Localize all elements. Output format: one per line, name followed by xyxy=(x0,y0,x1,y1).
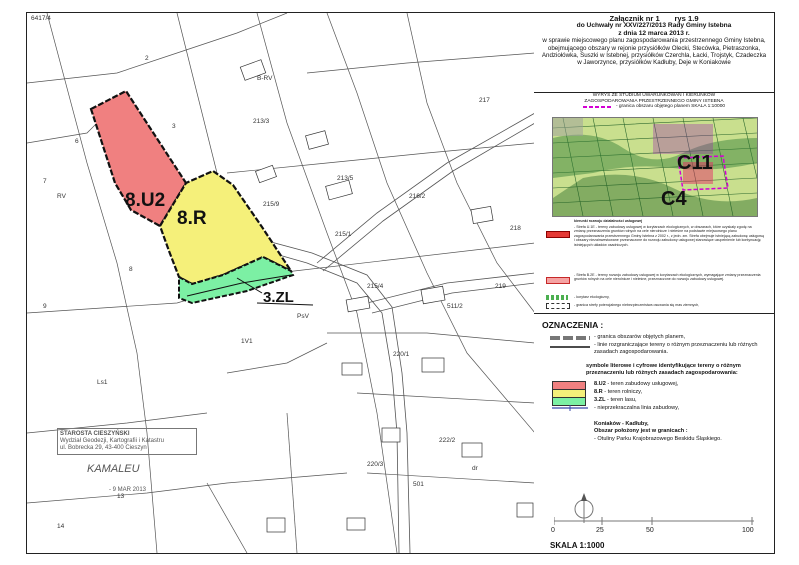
plot-label: 511/2 xyxy=(447,303,463,310)
zone-text: - teren lasu, xyxy=(605,397,637,403)
legend-panel xyxy=(534,12,775,554)
stamp-signature: KAMALEU xyxy=(87,463,140,475)
plot-label: 213/3 xyxy=(253,118,270,125)
zone-code: 8.U2 xyxy=(594,381,606,387)
boundary-row xyxy=(534,104,774,110)
map-frame xyxy=(26,12,536,554)
building-line-symbol xyxy=(552,405,588,411)
plot-label: 8 xyxy=(129,266,133,273)
plot-label: 220/3 xyxy=(367,461,384,468)
attachment-title: Załącznik nr 1 xyxy=(609,14,660,23)
note-strefa-b2e: - Strefa B.2E - tereny rozwoju zabudowy usługowej w korytarzach ekologicznych, wymagające zmiany przeznaczenia gruntów rolnych na cele nierolnicze i nieleśne, przeznaczone do rozwoju zabudowy usługowej. xyxy=(574,273,761,282)
plot-label: 215/4 xyxy=(367,283,384,290)
plot-label: 213/5 xyxy=(337,175,354,182)
plot-label: 217 xyxy=(479,97,490,104)
plot-label: 6417/4 xyxy=(31,15,51,22)
plot-label: 2 xyxy=(145,55,149,62)
zone-text: - teren zabudowy usługowej, xyxy=(605,381,679,387)
swatch-u1e xyxy=(546,231,570,238)
boundary-magenta-line xyxy=(583,105,613,109)
inset-label-c11: C11 xyxy=(677,152,713,174)
zone-code: 8.R xyxy=(594,389,603,395)
swatch-landslide xyxy=(546,303,570,309)
official-stamp xyxy=(57,428,197,528)
stamp-date: - 9 MAR 2013 xyxy=(109,487,147,493)
plot-label: 13 xyxy=(117,493,125,500)
note-corridor: - korytarz ekologiczny, xyxy=(574,295,610,299)
note-strefa-u1e: - Strefa U.1E - tereny zabudowy usługowej w korytarzach ekologicznych, w obszarach, które uzyskały zgodę na zmianę przeznaczenia gruntów rolnych na cele nierolnicze i nieleśne na podstawie miejscowego planu zagospodarowania przestrzennego Gminy Istebna z 2002 r., z jedn. zm. Strefa obejmuje istniejącą zabudowę usługową i obszary niezainwestowane przeznaczone do rozwoju zabudowy usługowej stanowiące uzupełnienie lub kontynuację istniejących układów osadniczych. xyxy=(574,225,764,247)
location-park: - Otuliny Parku Krajobrazowego Beskidu Śląskiego. xyxy=(594,436,722,442)
note-landslide: - granica strefy potencjalnego niebezpieczeństwa osuwania się mas ziemnych, xyxy=(574,303,700,307)
swatch-b2e xyxy=(546,277,570,284)
plot-label: PsV xyxy=(297,313,309,320)
plot-label: 14 xyxy=(57,523,65,530)
resolution-ref: do Uchwały nr XXV/227/2013 Rady Gminy Istebna xyxy=(576,22,732,30)
plot-label: RV xyxy=(57,193,66,200)
plot-label: 220/1 xyxy=(393,351,410,358)
study-extract-title xyxy=(534,93,774,110)
study-inset-map xyxy=(552,117,758,217)
plot-label: 216/2 xyxy=(409,193,426,200)
legend-8r xyxy=(594,389,642,396)
study-title: WYRYS ZE STUDIUM UWARUNKOWAŃ I KIERUNKÓW ZAGOSPODAROWANIA PRZESTRZENNEGO GMINY ISTEBNA xyxy=(584,93,724,104)
inset-label-c4: C4 xyxy=(661,188,687,210)
plot-label: 219 xyxy=(495,283,506,290)
scale-tick-label: 100 xyxy=(742,527,754,534)
scale-bar xyxy=(554,491,764,525)
location-heading: Obszar położony jest w granicach : xyxy=(594,428,688,434)
boundary-text: - granica obszaru objętego planem SKALA 1:10000 xyxy=(615,104,726,110)
separator xyxy=(534,313,774,314)
zone-label-8r: 8.R xyxy=(177,208,207,229)
plot-label: 3 xyxy=(172,123,176,130)
scale-tick-label: 50 xyxy=(646,527,654,534)
location-name: Koniaków - Kadłuby, xyxy=(594,421,649,427)
plot-label: 218 xyxy=(510,225,521,232)
legend-8u2 xyxy=(594,381,678,388)
plot-label: dr xyxy=(472,465,478,472)
legend-symbols-title: symbole literowe i cyfrowe identyfikujące tereny o różnym przeznaczeniu lub różnych zasadach zagospodarowania: xyxy=(586,363,741,376)
legend-dividing-lines: - linie rozgraniczające tereny o różnym przeznaczeniu lub różnych zasadach zagospodarowania. xyxy=(594,342,758,355)
zone-code: 3.ZL xyxy=(594,397,606,403)
plan-boundary-symbol xyxy=(550,335,590,341)
plot-label: 501 xyxy=(413,481,424,488)
legend-building-line: - nieprzekraczalna linia zabudowy, xyxy=(594,405,680,411)
resolution-date: z dnia 12 marca 2013 r. xyxy=(618,29,690,37)
zone-text: - teren rolniczy, xyxy=(602,389,643,395)
legend-title: OZNACZENIA : xyxy=(542,320,604,330)
figure-number: rys 1.9 xyxy=(674,14,699,23)
stamp-line: ul. Bobrecka 29, 43-400 Cieszyn xyxy=(60,445,147,451)
plot-label: 222/2 xyxy=(439,437,456,444)
swatch-corridor xyxy=(546,295,568,300)
inset-drawing xyxy=(553,118,757,216)
plot-label: B-RV xyxy=(257,75,273,82)
scale-tick-label: 0 xyxy=(551,527,555,534)
title-block xyxy=(534,13,774,91)
plot-label: Ls1 xyxy=(97,379,108,386)
scale-tick-label: 25 xyxy=(596,527,604,534)
plot-label: 6 xyxy=(75,138,79,145)
plot-label: 9 xyxy=(43,303,47,310)
note-services: kierunki rozwoju działalności usługowej xyxy=(574,219,643,223)
plot-label: 1V1 xyxy=(241,338,253,345)
plot-label: 215/1 xyxy=(335,231,352,238)
zone-label-3zl: 3.ZL xyxy=(263,289,294,306)
dividing-line-symbol xyxy=(550,344,590,350)
stamp-line: Wydział Geodezji, Kartografii i Katastru xyxy=(60,438,164,444)
plot-label: 215/9 xyxy=(263,201,280,208)
zone-label-8u2: 8.U2 xyxy=(125,190,166,211)
stamp-line: STAROSTA CIESZYŃSKI xyxy=(60,431,130,437)
scale-label: SKALA 1:1000 xyxy=(550,541,605,550)
plot-label: 7 xyxy=(43,178,47,185)
legend-plan-boundary: - granica obszarów objętych planem, xyxy=(594,334,686,340)
legend-3zl xyxy=(594,397,637,404)
resolution-description: w sprawie miejscowego planu zagospodarowania przestrzennego Gminy Istebna, obejmującego obszary w rejonie przysiółków Olecki, Stecówka, Pietraszonka, Andziołówka, Suszki w Istebnej, przysiółków Czerchla, Łacki, Trojstyk, Czadeczka w Jaworzynce, przysiółków Kadłuby, Deje w Koniakowie xyxy=(541,37,767,67)
